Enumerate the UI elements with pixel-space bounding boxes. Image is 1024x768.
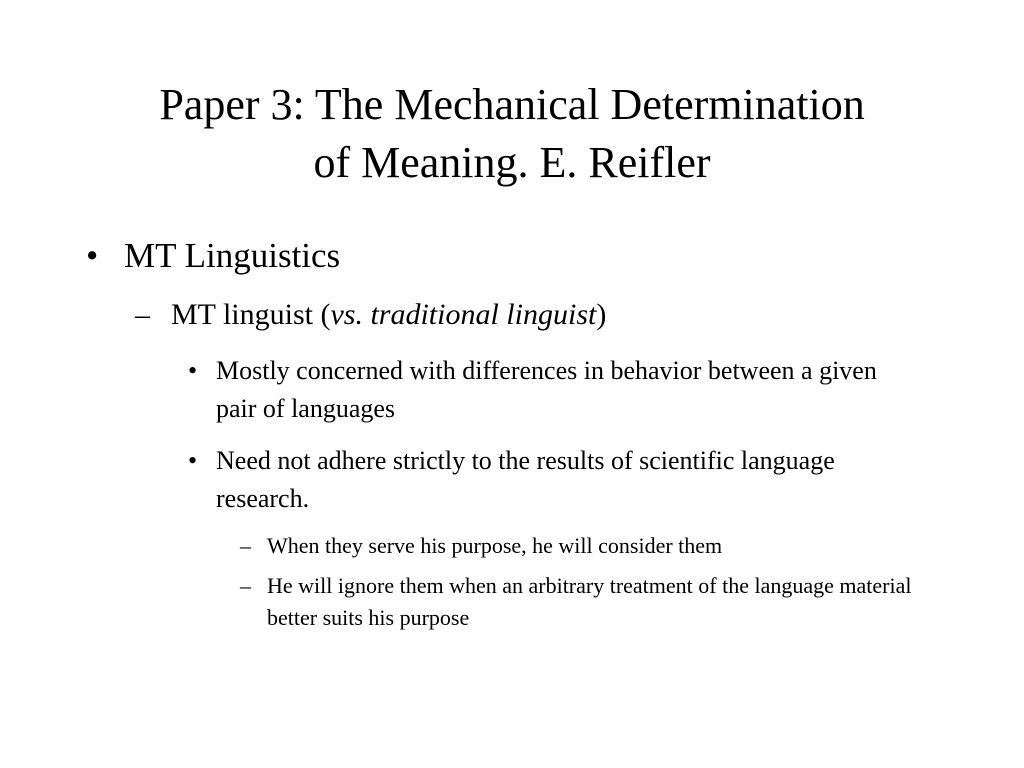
bullet-level-4 [240,570,920,634]
bullet-text: Mostly concerned with differences in behavior between a given pair of languages [216,356,877,423]
bullet-text: MT Linguistics [124,236,341,275]
bullet-level-1 [86,232,966,280]
bullet-text-prefix: MT linguist ( [171,298,331,331]
bullet-level-3 [188,442,908,518]
bullet-text: Need not adhere strictly to the results of scientific language research. [216,446,835,513]
bullet-text [171,294,965,336]
dash-marker: – [135,298,150,331]
slide-title-line-1: Paper 3: The Mechanical Determination [159,80,865,129]
bullet-marker: • [188,446,198,475]
bullet-level-2 [135,294,965,336]
slide-title-line-2: of Meaning. E. Reifler [313,138,711,187]
slide-title [60,76,964,192]
bullet-text: When they serve his purpose, he will consider them [267,533,723,558]
bullet-level-4 [240,530,920,562]
bullet-marker: • [188,356,198,385]
dash-marker: – [240,533,251,558]
bullet-text-italic: vs. traditional linguist [330,298,597,331]
dash-marker: – [240,573,251,598]
bullet-text-suffix: ) [596,298,607,331]
bullet-text: He will ignore them when an arbitrary treatment of the language material better suits his purpose [267,573,912,630]
bullet-marker: • [86,236,99,275]
bullet-level-3 [188,352,908,428]
